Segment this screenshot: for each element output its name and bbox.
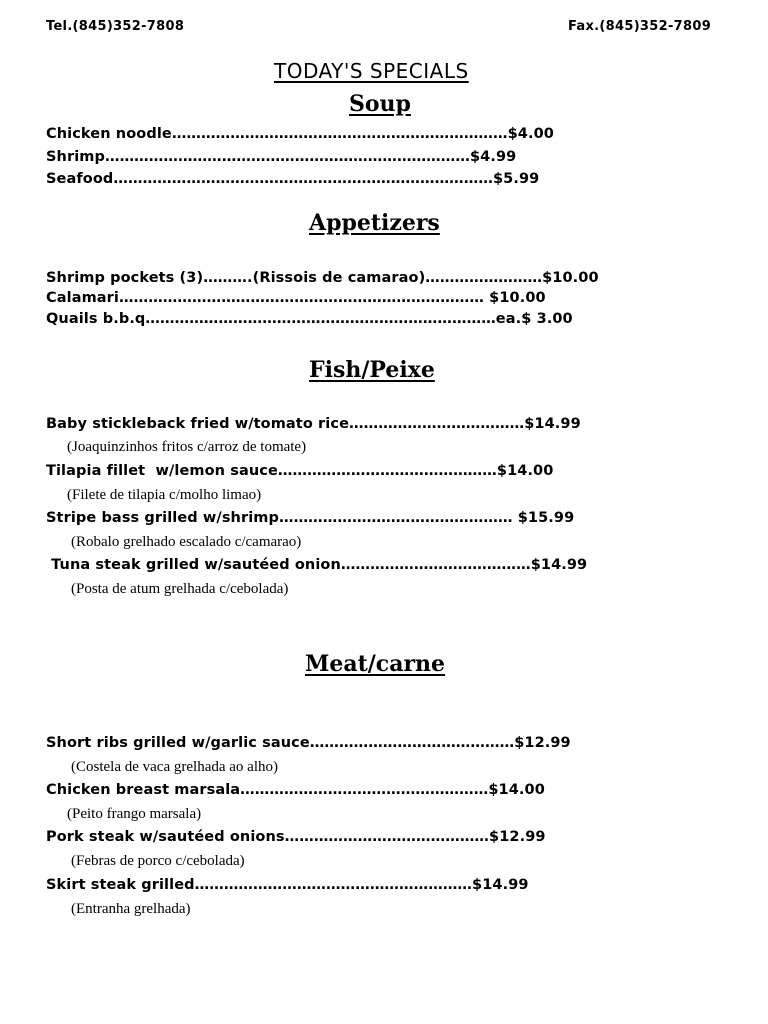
menu-item-shrimp-soup: Shrimp…………………………………………………………………$4.99 bbox=[46, 149, 517, 165]
menu-item-short-ribs: Short ribs grilled w/garlic sauce……………………………………$12.99 bbox=[46, 735, 571, 751]
menu-item-translation: (Febras de porco c/cebolada) bbox=[71, 853, 245, 869]
menu-item-pork-steak: Pork steak w/sautéed onions……………………………………$12.99 bbox=[46, 829, 546, 845]
menu-item-tilapia: Tilapia fillet w/lemon sauce………………………………………$14.00 bbox=[46, 463, 554, 479]
menu-item-tuna-steak: Tuna steak grilled w/sautéed onion…………………………………$14.99 bbox=[46, 557, 588, 573]
menu-item-seafood-soup: Seafood……………………………………………………………………$5.99 bbox=[46, 171, 540, 187]
section-heading-soup: Soup bbox=[349, 91, 411, 117]
menu-item-skirt-steak: Skirt steak grilled…………………………………………………$14.99 bbox=[46, 877, 529, 893]
menu-item-translation: (Robalo grelhado escalado c/camarao) bbox=[71, 534, 302, 550]
menu-item-shrimp-pockets: Shrimp pockets (3)……….(Rissois de camarao)……………………$10.00 bbox=[46, 270, 599, 286]
menu-item-chicken-breast: Chicken breast marsala……………………………………………$14.00 bbox=[46, 782, 545, 798]
menu-item-quails: Quails b.b.q………………………………………………………………ea.$ 3.00 bbox=[46, 311, 573, 327]
menu-item-stripe-bass: Stripe bass grilled w/shrimp………………………………………… $15.99 bbox=[46, 510, 575, 526]
fax-number: Fax.(845)352-7809 bbox=[568, 19, 712, 34]
page-title: TODAY'S SPECIALS bbox=[274, 59, 469, 83]
phone-number: Tel.(845)352-7808 bbox=[46, 19, 185, 34]
menu-item-translation: (Joaquinzinhos fritos c/arroz de tomate) bbox=[67, 439, 307, 455]
section-heading-appetizers: Appetizers bbox=[309, 210, 440, 236]
menu-item-calamari: Calamari………………………………………………………………… $10.00 bbox=[46, 290, 546, 306]
menu-item-translation: (Peito frango marsala) bbox=[67, 806, 202, 822]
section-heading-fish: Fish/Peixe bbox=[309, 357, 435, 383]
section-heading-meat: Meat/carne bbox=[305, 651, 446, 677]
menu-item-baby-stickleback: Baby stickleback fried w/tomato rice………………………………$14.99 bbox=[46, 416, 581, 432]
menu-item-translation: (Posta de atum grelhada c/cebolada) bbox=[71, 581, 289, 597]
menu-item-chicken-noodle: Chicken noodle……………………………………………………………$4.00 bbox=[46, 126, 554, 142]
menu-item-translation: (Filete de tilapia c/molho limao) bbox=[67, 487, 262, 503]
menu-item-translation: (Costela de vaca grelhada ao alho) bbox=[71, 759, 278, 775]
menu-item-translation: (Entranha grelhada) bbox=[71, 901, 191, 917]
